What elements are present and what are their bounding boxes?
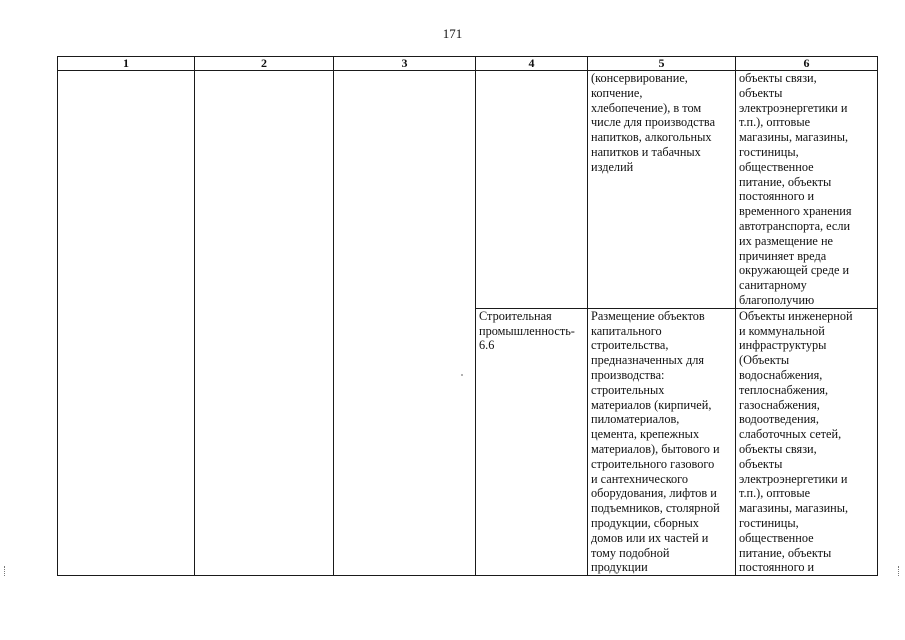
column-header-2: 2 [195, 57, 334, 71]
table-cell [476, 71, 588, 309]
cell-text: (консервирование, копчение, хлебопечение), в том числе для производства напитков, алкогольных напитков и табачных изделий [591, 71, 716, 174]
document-table [57, 56, 878, 576]
table-cell [736, 308, 878, 575]
page-number: 171 [442, 26, 463, 41]
column-header-6: 6 [736, 57, 878, 71]
table-header-row [58, 57, 878, 71]
table-cell [334, 71, 476, 309]
cell-text: Размещение объектов капитального строительства, предназначенных для производства: строительных материалов (кирпичей, пиломатериалов, цемента, крепежных материалов), бытового и строительного газового и сантехнического оборудования, лифтов и подъемников, столярной продукции, сборных домов или их частей и тому подобной продукции [591, 308, 720, 575]
scan-edge-mark-right [898, 566, 902, 576]
column-header-5: 5 [588, 57, 736, 71]
scan-speck [461, 374, 463, 376]
table-cell [588, 71, 736, 309]
table-cell [195, 308, 334, 575]
column-header-3: 3 [334, 57, 476, 71]
table-cell [476, 308, 588, 575]
column-header-4: 4 [476, 57, 588, 71]
table-cell [334, 308, 476, 575]
scan-edge-mark-left [4, 566, 8, 576]
table-row [58, 308, 878, 575]
table-cell [58, 308, 195, 575]
cell-text: Строительная промышленность- 6.6 [479, 308, 575, 353]
table-cell [736, 71, 878, 309]
column-header-1: 1 [58, 57, 195, 71]
cell-text: Объекты инженерной и коммунальной инфраструктуры (Объекты водоснабжения, теплоснабжения, газоснабжения, водоотведения, слаботочных сетей, объекты связи, объекты электроэнергетики и т.п.), оптовые магазины, магазины, гостиницы, общественное питание, объекты постоянного и [739, 308, 853, 575]
table-cell [195, 71, 334, 309]
table-cell [58, 71, 195, 309]
cell-text: объекты связи, объекты электроэнергетики и т.п.), оптовые магазины, магазины, гостиницы, общественное питание, объекты постоянного и временного хранения автотранспорта, если их размещение не причиняет вреда окружающей среде и санитарному благополучию [739, 71, 852, 307]
table-row [58, 71, 878, 309]
table-cell [588, 308, 736, 575]
